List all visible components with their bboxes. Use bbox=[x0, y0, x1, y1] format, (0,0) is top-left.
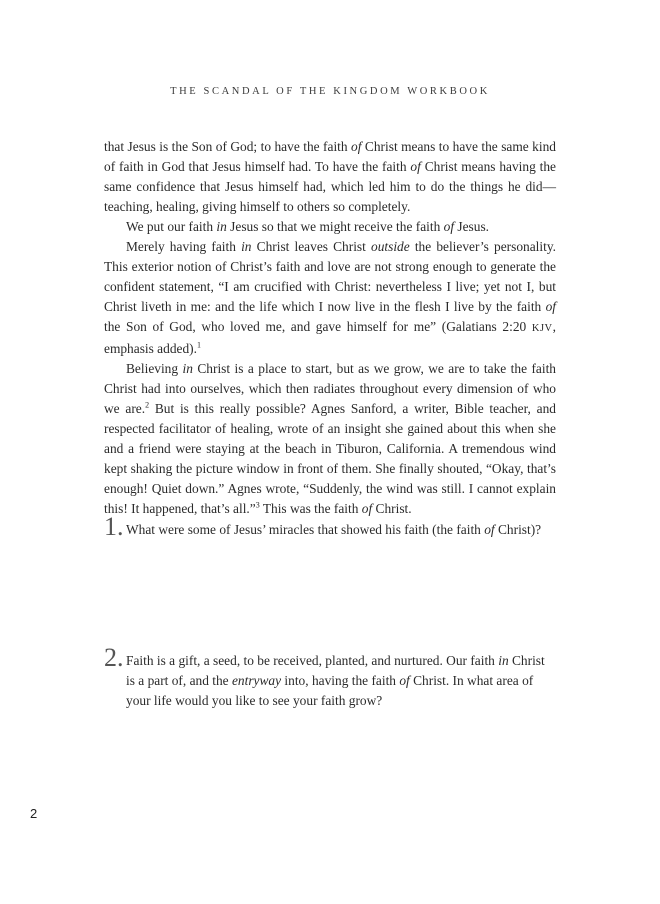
text-run: Christ means having the same confidence that Jesus himself had, which led him to do the things he did—teaching, healing, giving himself to others so completely. bbox=[104, 159, 556, 214]
question-text bbox=[126, 520, 556, 540]
paragraph-2 bbox=[104, 217, 556, 237]
text-run: Christ is a part of, and the bbox=[126, 653, 545, 688]
text-run: But is this really possible? Agnes Sanford, a writer, Bible teacher, and respected facilitator of healing, wrote of an insight she gained about this when she and a friend were staying at the beach in Tiburon, California. A tremendous wind kept shaking the picture window in front of them. She finally shouted, “Okay, that’s enough! Quiet down.” Agnes wrote, “Suddenly, the wind was still. I cannot explain this! It happened, that’s all.” bbox=[104, 401, 556, 516]
text-run: Faith is a gift, a seed, to be received, planted, and nurtured. Our faith bbox=[126, 653, 499, 668]
text-run: Christ is a place to start, but as we grow, we are to take the faith Christ had into ourselves, which then radiates throughout every dimension of who we are. bbox=[104, 361, 556, 416]
paragraph-1 bbox=[104, 137, 556, 217]
text-run: Christ leaves Christ bbox=[251, 239, 371, 254]
running-head: THE SCANDAL OF THE KINGDOM WORKBOOK bbox=[170, 86, 490, 97]
text-run: , emphasis added). bbox=[104, 319, 556, 356]
question-2 bbox=[104, 643, 556, 711]
kjv-abbreviation: KJV bbox=[531, 323, 553, 334]
text-run: the believer’s personality. This exterior notion of Christ’s faith and love are not strong enough to generate the confident statement, “I am crucified with Christ: nevertheless I live; yet not I, but Christ liveth in me: and the life which I now live in the flesh I live by the faith bbox=[104, 239, 556, 314]
text-run: Merely having faith bbox=[126, 239, 242, 254]
text-run: What were some of Jesus’ miracles that showed his faith (the faith bbox=[126, 522, 485, 537]
text-run: We put our faith bbox=[126, 219, 217, 234]
text-run: the Son of God, who loved me, and gave himself for me” (Galatians 2:20 bbox=[104, 319, 532, 334]
emphasis: in bbox=[241, 239, 252, 254]
text-run: Believing bbox=[126, 361, 183, 376]
text-run: Jesus so that we might receive the faith bbox=[226, 219, 444, 234]
question-number: 2. bbox=[104, 643, 124, 672]
footnote-marker: 2 bbox=[145, 400, 150, 410]
emphasis: outside bbox=[371, 239, 410, 254]
text-run: Christ)? bbox=[494, 522, 542, 537]
text-run: Jesus. bbox=[454, 219, 490, 234]
question-number: 1. bbox=[104, 512, 124, 541]
question-text bbox=[126, 651, 556, 711]
emphasis: in bbox=[182, 361, 193, 376]
emphasis: of bbox=[361, 501, 373, 516]
page-number: 2 bbox=[30, 806, 38, 821]
body-text bbox=[104, 137, 556, 519]
emphasis: of bbox=[484, 522, 495, 537]
text-run: that Jesus is the Son of God; to have the faith bbox=[104, 139, 352, 154]
text-run: Christ. In what area of your life would you like to see your faith grow? bbox=[126, 673, 534, 708]
question-1 bbox=[104, 512, 556, 541]
emphasis: of bbox=[545, 299, 556, 314]
emphasis: of bbox=[399, 673, 410, 688]
emphasis: of bbox=[443, 219, 455, 234]
text-run: This was the faith bbox=[259, 501, 362, 516]
paragraph-3 bbox=[104, 237, 556, 359]
emphasis: of bbox=[351, 139, 362, 154]
emphasis: entryway bbox=[231, 673, 282, 688]
text-run: into, having the faith bbox=[281, 673, 400, 688]
emphasis: in bbox=[216, 219, 227, 234]
emphasis: of bbox=[410, 159, 421, 174]
emphasis: in bbox=[498, 653, 509, 668]
text-run: Christ means to have the same kind of faith in God that Jesus himself had. To have the faith bbox=[104, 139, 556, 174]
text-run: Christ. bbox=[372, 501, 412, 516]
footnote-marker: 1 bbox=[196, 340, 201, 350]
footnote-marker: 3 bbox=[255, 500, 260, 510]
paragraph-4 bbox=[104, 359, 556, 519]
